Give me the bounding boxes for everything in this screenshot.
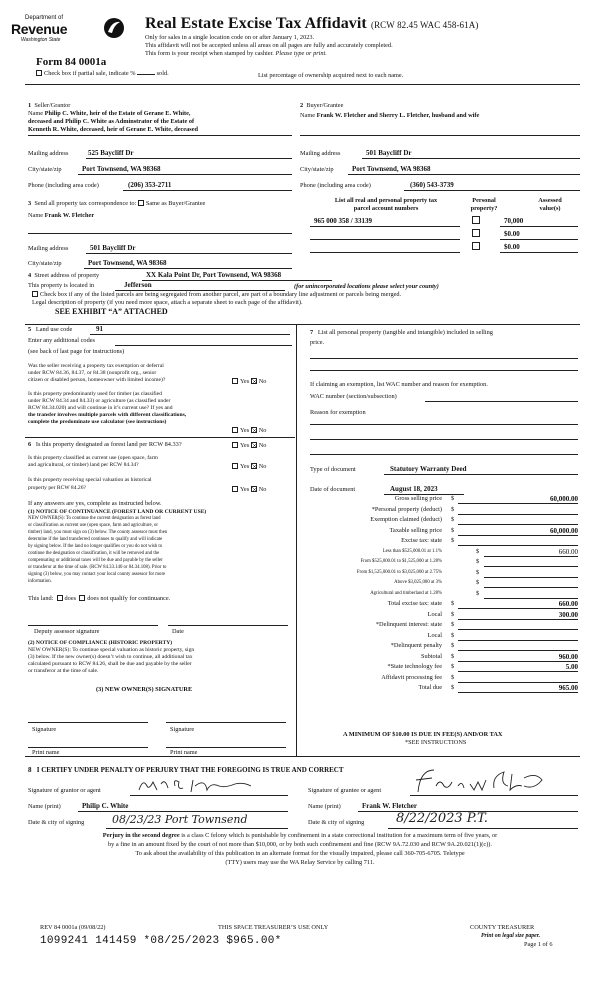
tax-row-value[interactable]: 60,000.00	[550, 526, 578, 535]
certification-statement: 8 I CERTIFY UNDER PENALTY OF PERJURY THAT THE FOREGOING IS TRUE AND CORRECT	[28, 766, 344, 774]
grantee-signature[interactable]	[412, 766, 552, 798]
tax-row-label: Less than $525,000.01 at 1.1%	[382, 548, 442, 554]
tax-row	[300, 642, 580, 652]
current-use-question-l2: and agricultural, or timber) land per RCW 84.34?	[28, 462, 139, 468]
notice-continuance-title: (1) NOTICE OF CONTINUANCE (FOREST LAND OR CURRENT USE)	[28, 509, 207, 515]
notice2-line: (3) below. If the new owner(s) doesn’t wish to continue, all additional tax	[28, 654, 193, 660]
logo-revenue-text: Revenue	[11, 21, 68, 37]
form-number: Form 84 0001a	[36, 56, 107, 68]
historic-yes-checkbox[interactable]	[232, 486, 238, 492]
form-title: Real Estate Excise Tax Affidavit (RCW 82.45 WAC 458-61A)	[145, 15, 479, 32]
notice1-line: NEW OWNER(S): To continue the current designation as forest land	[28, 516, 161, 521]
dollar-sign: $	[451, 600, 455, 607]
partial-sale-checkbox[interactable]	[36, 70, 42, 76]
tax-row-value[interactable]: 660.00	[558, 547, 578, 556]
timber-question-l5: complete the predominate use calculator (see instructions)	[28, 419, 167, 425]
tax-row	[300, 632, 580, 642]
tax-row	[300, 516, 580, 526]
dollar-sign: $	[451, 631, 455, 639]
notice-compliance-title: (2) NOTICE OF COMPLIANCE (HISTORIC PROPERTY)	[28, 640, 173, 646]
personal-header: Personal property?	[470, 197, 498, 212]
assessed-header: Assessed value(s)	[538, 197, 562, 212]
notice2-line: or transferor at the time of sale.	[28, 668, 99, 674]
tax-row	[300, 600, 580, 610]
document-type-label: Type of document	[310, 466, 356, 473]
buyer-city-value[interactable]: Port Townsend, WA 98368	[352, 165, 431, 173]
personal-property-question-l2: price.	[310, 339, 325, 346]
forest-yes-checkbox[interactable]	[232, 442, 238, 448]
tax-row	[300, 674, 580, 684]
same-as-buyer-checkbox[interactable]	[138, 200, 144, 206]
dollar-sign: $	[451, 495, 455, 502]
tax-row-label: Local	[427, 610, 442, 618]
dollar-sign: $	[451, 516, 455, 523]
notice2-line: calculated pursuant to RCW 84.26, shall be due and payable by the seller	[28, 661, 192, 667]
tax-row-label: Excise tax: state	[401, 537, 442, 544]
buyer-mail-value[interactable]: 501 Baycliff Dr	[366, 149, 412, 157]
buyer-city-label: City/state/zip	[300, 166, 334, 173]
correspondence-row: 3 Send all property tax correspondence to: Same as Buyer/Grantee	[28, 200, 206, 207]
accessibility-line-1: To ask about the availability of this publication in an alternate format for the visually impaired, please call 360-705-6705. Teletype	[135, 850, 465, 857]
document-type-value[interactable]: Statutory Warranty Deed	[390, 465, 467, 473]
exemption-yes-checkbox[interactable]	[232, 378, 238, 384]
grantee-name-value[interactable]: Frank W. Fletcher	[362, 802, 418, 810]
tax-row	[300, 611, 580, 621]
historic-question-l2: property per RCW 84.26?	[28, 485, 86, 491]
notice1-line: continue the designation or classification, it will be removed and the	[28, 551, 160, 556]
notice1-line: or transferor at the time of sale. (RCW 84.33.140 or 84.34.108). Prior to	[28, 565, 167, 570]
assessed-value-2[interactable]: $0.00	[504, 230, 520, 238]
historic-yes-no: Yes No	[232, 486, 266, 494]
tax-row-label: Total due	[418, 684, 442, 691]
dollar-sign: $	[451, 610, 455, 618]
tax-row-label: Local	[427, 631, 442, 639]
dollar-sign: $	[476, 558, 480, 565]
see-instructions-footnote: *SEE INSTRUCTIONS	[405, 739, 467, 746]
tax-row	[300, 527, 580, 537]
additional-codes-label: Enter any additional codes	[28, 337, 95, 344]
dollar-sign: $	[451, 673, 455, 681]
timber-question-l1: Is this property predominantly used for timber (as classified	[28, 391, 162, 397]
tax-row-label: *Delinquent penalty	[390, 642, 442, 649]
parcel-header: List all real and personal property tax parcel account numbers	[334, 197, 438, 212]
notice1-line: information.	[28, 579, 52, 584]
street-address-row: 4 Street address of property	[28, 272, 100, 279]
seller-city-label: City/state/zip	[28, 166, 62, 173]
tax-row-label: Subtotal	[421, 652, 442, 660]
exemption-question-l1: Was the seller receiving a property tax exemption or deferral	[28, 363, 164, 369]
personal-property-checkbox-1[interactable]	[472, 216, 480, 224]
dollar-sign: $	[451, 684, 455, 691]
notice1-line: or classification as current use (open space, farm and agriculture, or	[28, 523, 158, 528]
tax-row-label: Exemption claimed (deduct)	[370, 516, 442, 523]
seller-phone-value[interactable]: (206) 353-2711	[128, 181, 172, 189]
timber-question-l2: under RCW 84.34 and 84.33) or agriculture (as classified under	[28, 398, 171, 404]
if-yes-note: If any answers are yes, complete as instructed below.	[28, 500, 162, 507]
notice1-line: timber) land, you must sign on (3) below. The county assessor must then	[28, 530, 168, 535]
dollar-sign: $	[451, 537, 455, 544]
revision-code: REV 84 0001a (09/08/22)	[40, 924, 106, 931]
tax-row	[300, 663, 580, 673]
corr-mail-value[interactable]: 501 Baycliff Dr	[90, 244, 136, 252]
land-use-value[interactable]: 91	[96, 325, 103, 333]
seller-phone-label: Phone (including area code)	[28, 182, 99, 189]
exemption-yes-no: Yes No	[232, 378, 266, 386]
exemption-instruction: If claiming an exemption, list WAC number and reason for exemption.	[310, 381, 488, 388]
dollar-sign: $	[451, 642, 455, 649]
dollar-sign: $	[476, 589, 480, 597]
tax-row	[300, 653, 580, 663]
owner-signature-label-1: Signature	[32, 726, 57, 733]
tax-row	[300, 621, 580, 631]
does-qualify-checkbox[interactable]	[57, 595, 63, 601]
forest-no-checkbox[interactable]	[251, 442, 257, 448]
wac-label: WAC number (section/subsection)	[310, 393, 397, 400]
location-label: This property is located in	[28, 282, 95, 289]
personal-property-question: 7 List all personal property (tangible and intangible) included in selling	[310, 329, 493, 336]
perjury-line-1: Perjury in the second degree is a class C felony which is punishable by confinement in a state correctional institution for a maximum term of five years, or	[102, 832, 498, 839]
grantee-date-city-value[interactable]: 8/22/2023 P.T.	[396, 811, 488, 826]
personal-property-checkbox-2[interactable]	[472, 229, 480, 237]
notice1-line: compensating or additional taxes will be due and payable by the seller	[28, 558, 163, 563]
historic-question-l1: Is this property receiving special valuation as historical	[28, 477, 152, 483]
seller-name-line-2: deceased and Philip C. White as Adminstrator of the Estate of	[28, 118, 195, 125]
tax-row-value[interactable]: 60,000.00	[550, 495, 578, 503]
county-treasurer-label: COUNTY TREASURER	[470, 924, 535, 931]
see-instructions-note: (see back of last page for instructions)	[28, 348, 125, 355]
tax-row-label: *Personal property (deduct)	[371, 505, 442, 513]
exemption-question-l3: citizen or disabled person, homeowner with limited income)?	[28, 377, 166, 383]
corr-city-label: City/state/zip	[28, 260, 62, 267]
segregated-row: Check box if any of the listed parcels are being segregated from another parcel, are part of a boundary line adjustment or parcels being merged.	[32, 291, 401, 299]
historic-no-checkbox[interactable]	[251, 486, 257, 492]
logo-state-text: Washington State	[21, 37, 61, 43]
seller-heading: 1 Seller/Grantor	[28, 102, 71, 109]
legal-description-label: Legal description of property (if you need more space, attach a separate sheet to each page of the affidavit).	[32, 299, 303, 306]
grantee-signature-label: Signature of grantee or agent	[308, 787, 382, 794]
tax-row-label: From $525,000.01 to $1,525,000 at 1.28%	[360, 559, 442, 564]
dollar-sign: $	[476, 568, 480, 576]
current-use-no-checkbox[interactable]	[251, 463, 257, 469]
dollar-sign: $	[451, 505, 455, 513]
dollar-sign: $	[451, 652, 455, 660]
seller-mail-value[interactable]: 525 Baycliff Dr	[88, 149, 134, 157]
treasurer-receipt-stamp: 1099241 141459 *08/25/2023 $965.00*	[40, 935, 282, 947]
location-value[interactable]: Jefferson	[124, 281, 152, 289]
corr-mail-label: Mailing address	[28, 245, 69, 252]
current-use-yes-checkbox[interactable]	[232, 463, 238, 469]
dollar-sign: $	[476, 579, 480, 586]
tax-row	[300, 506, 580, 516]
legal-description-value[interactable]: SEE EXHIBIT “A” ATTACHED	[55, 307, 168, 316]
tax-row-label: Above $3,025,000 at 3%	[394, 580, 442, 585]
tax-row-value[interactable]: 965.00	[558, 684, 578, 692]
partial-sale-row: Check box if partial sale, indicate % sold.	[36, 70, 169, 78]
tax-row-label: Agricultural and timberland at 1.28%	[370, 590, 442, 596]
revenue-swoosh-icon	[103, 17, 125, 39]
grantor-signature-label: Signature of grantor or agent	[28, 787, 101, 794]
ownership-note: List percentage of ownership acquired next to each name.	[258, 72, 404, 79]
buyer-heading: 2 Buyer/Grantee	[300, 102, 344, 109]
seller-name: Name Philip C. White, heir of the Estate of Gerane E. White,	[28, 110, 191, 117]
not-qualify-checkbox[interactable]	[79, 595, 85, 601]
exemption-no-checkbox[interactable]	[251, 378, 257, 384]
grantor-name-value[interactable]: Philip C. White	[82, 802, 129, 810]
timber-question-l3: RCW 84.34.020) and will continue in it’s current use? If yes and	[28, 405, 173, 411]
document-date-value[interactable]: August 18, 2023	[390, 485, 438, 493]
legal-paper-note: Print on legal size paper.	[481, 933, 541, 939]
parcel-number-1[interactable]: 965 000 358 / 33139	[314, 217, 372, 225]
dollar-sign: $	[451, 663, 455, 670]
notice2-line: NEW OWNER(S): To continue special valuation as historic property, sign	[28, 647, 195, 653]
notice1-line: by signing below. If the land no longer qualifies or you do not wish to	[28, 544, 163, 549]
buyer-phone-value[interactable]: (360) 543-3739	[410, 181, 454, 189]
grantor-signature[interactable]	[135, 776, 285, 796]
notice1-line: determine if the land transferred continues to qualify and will indicate	[28, 537, 163, 542]
owner-print-name-2: Print name	[170, 749, 198, 756]
tax-row-label: Taxable selling price	[389, 526, 442, 534]
tax-row	[300, 495, 580, 505]
owner-signature-label-2: Signature	[170, 726, 195, 733]
correspondence-name: Name Frank W. Fletcher	[28, 212, 95, 219]
street-address-value[interactable]: XX Kala Point Dr, Port Townsend, WA 98368	[146, 271, 282, 279]
tax-row-label: Gross selling price	[394, 495, 442, 502]
timber-no-checkbox[interactable]	[251, 427, 257, 433]
document-date-label: Date of document	[310, 486, 356, 493]
owner-print-name-1: Print name	[32, 749, 60, 756]
forest-question: 6 Is this property designated as forest land per RCW 84.33?	[28, 441, 182, 448]
tax-row-value[interactable]: 960.00	[558, 652, 578, 661]
new-owner-signature-heading: (3) NEW OWNER(S) SIGNATURE	[96, 686, 193, 693]
logo-dept-text: Department of	[25, 15, 64, 21]
tax-row-value[interactable]: 300.00	[558, 610, 578, 619]
minimum-due-note: A MINIMUM OF $10.00 IS DUE IN FEE(S) AND/OR TAX	[343, 731, 503, 738]
page-number: Page 1 of 6	[524, 941, 553, 948]
dollar-sign: $	[451, 621, 455, 628]
seller-name-line-3: Kenneth R. White, deceased, heir of Gerane E. White, deceased	[28, 126, 199, 133]
seller-city-value[interactable]: Port Townsend, WA 98368	[82, 165, 161, 173]
reason-label: Reason for exemption	[310, 409, 366, 416]
current-use-yes-no: Yes No	[232, 463, 266, 471]
tax-row-label: From $1,525,000.01 to $3,025,000 at 2.75%	[356, 569, 442, 575]
timber-question-l4: the transfer involves multiple parcels with different classifications,	[28, 412, 187, 418]
dollar-sign: $	[476, 547, 480, 555]
timber-yes-no: Yes No	[232, 427, 266, 435]
tax-row-label: *Delinquent interest: state	[375, 621, 442, 628]
tax-row-label: Total excise tax: state	[387, 600, 442, 607]
grantor-date-label: Date & city of signing	[28, 819, 85, 826]
timber-yes-checkbox[interactable]	[232, 427, 238, 433]
perjury-line-2: by a fine in an amount fixed by the court of not more than $10,000, or by both such confinement and fine (RCW 9A.72.030 and RCW 9A.20.021(1)(c)).	[108, 841, 492, 848]
land-use-row: 5 Land use code	[28, 326, 73, 333]
assessed-value-1[interactable]: 70,000	[504, 217, 524, 225]
tax-row-label: *State technology fee	[387, 663, 442, 670]
tax-row-value[interactable]: 660.00	[558, 600, 578, 608]
revenue-logo	[11, 15, 121, 51]
buyer-phone-label: Phone (including area code)	[300, 182, 371, 189]
location-note: (for unincorporated locations please select your county)	[294, 283, 439, 290]
grantee-date-label: Date & city of signing	[308, 819, 365, 826]
accessibility-line-2: (TTY) users may use the WA Relay Service by calling 711.	[225, 859, 375, 866]
assessed-value-3[interactable]: $0.00	[504, 243, 520, 251]
current-use-question-l1: Is this property classified as current use (open space, farm	[28, 455, 158, 461]
tax-row	[300, 548, 580, 558]
grantor-name-label: Name (print)	[28, 803, 61, 810]
tax-row	[300, 590, 580, 600]
tax-row	[300, 579, 580, 589]
header-note-3: This form is your receipt when stamped by cashier. Please type or print.	[145, 50, 327, 57]
notice1-line: signing (3) below, you may contact your local county assessor for more	[28, 572, 166, 577]
exemption-question-l2: under RCW 84.36, 84.37, or 84.38 (nonprofit org., senior	[28, 370, 157, 376]
deputy-signature-label: Deputy assessor signature	[34, 628, 100, 635]
tax-row	[300, 569, 580, 579]
treasurer-space-label: THIS SPACE TREASURER’S USE ONLY	[218, 924, 329, 931]
forest-yes-no: Yes No	[232, 442, 266, 450]
personal-property-checkbox-3[interactable]	[472, 242, 480, 250]
tax-row	[300, 684, 580, 694]
header-note-1: Only for sales in a single location code on or after January 1, 2023.	[145, 34, 315, 41]
grantor-date-city-value[interactable]: 08/23/23 Port Townsend	[112, 813, 248, 826]
land-qualify-row: This land: does does not qualify for continuance.	[28, 595, 171, 602]
tax-row	[300, 558, 580, 568]
buyer-mail-label: Mailing address	[300, 150, 341, 157]
seller-mail-label: Mailing address	[28, 150, 69, 157]
tax-row	[300, 537, 580, 547]
corr-city-value[interactable]: Port Townsend, WA 98368	[88, 259, 167, 267]
dollar-sign: $	[451, 526, 455, 534]
grantee-name-label: Name (print)	[308, 803, 341, 810]
tax-row-label: Affidavit processing fee	[381, 673, 442, 681]
buyer-name: Name Frank W. Fletcher and Sherry L. Fletcher, husband and wife	[300, 112, 480, 119]
header-note-2: This affidavit will not be accepted unless all areas on all pages are fully and accurately completed.	[145, 42, 393, 49]
deputy-date-label: Date	[172, 628, 184, 635]
tax-row-value[interactable]: 5.00	[565, 663, 578, 671]
segregated-checkbox[interactable]	[32, 291, 38, 297]
